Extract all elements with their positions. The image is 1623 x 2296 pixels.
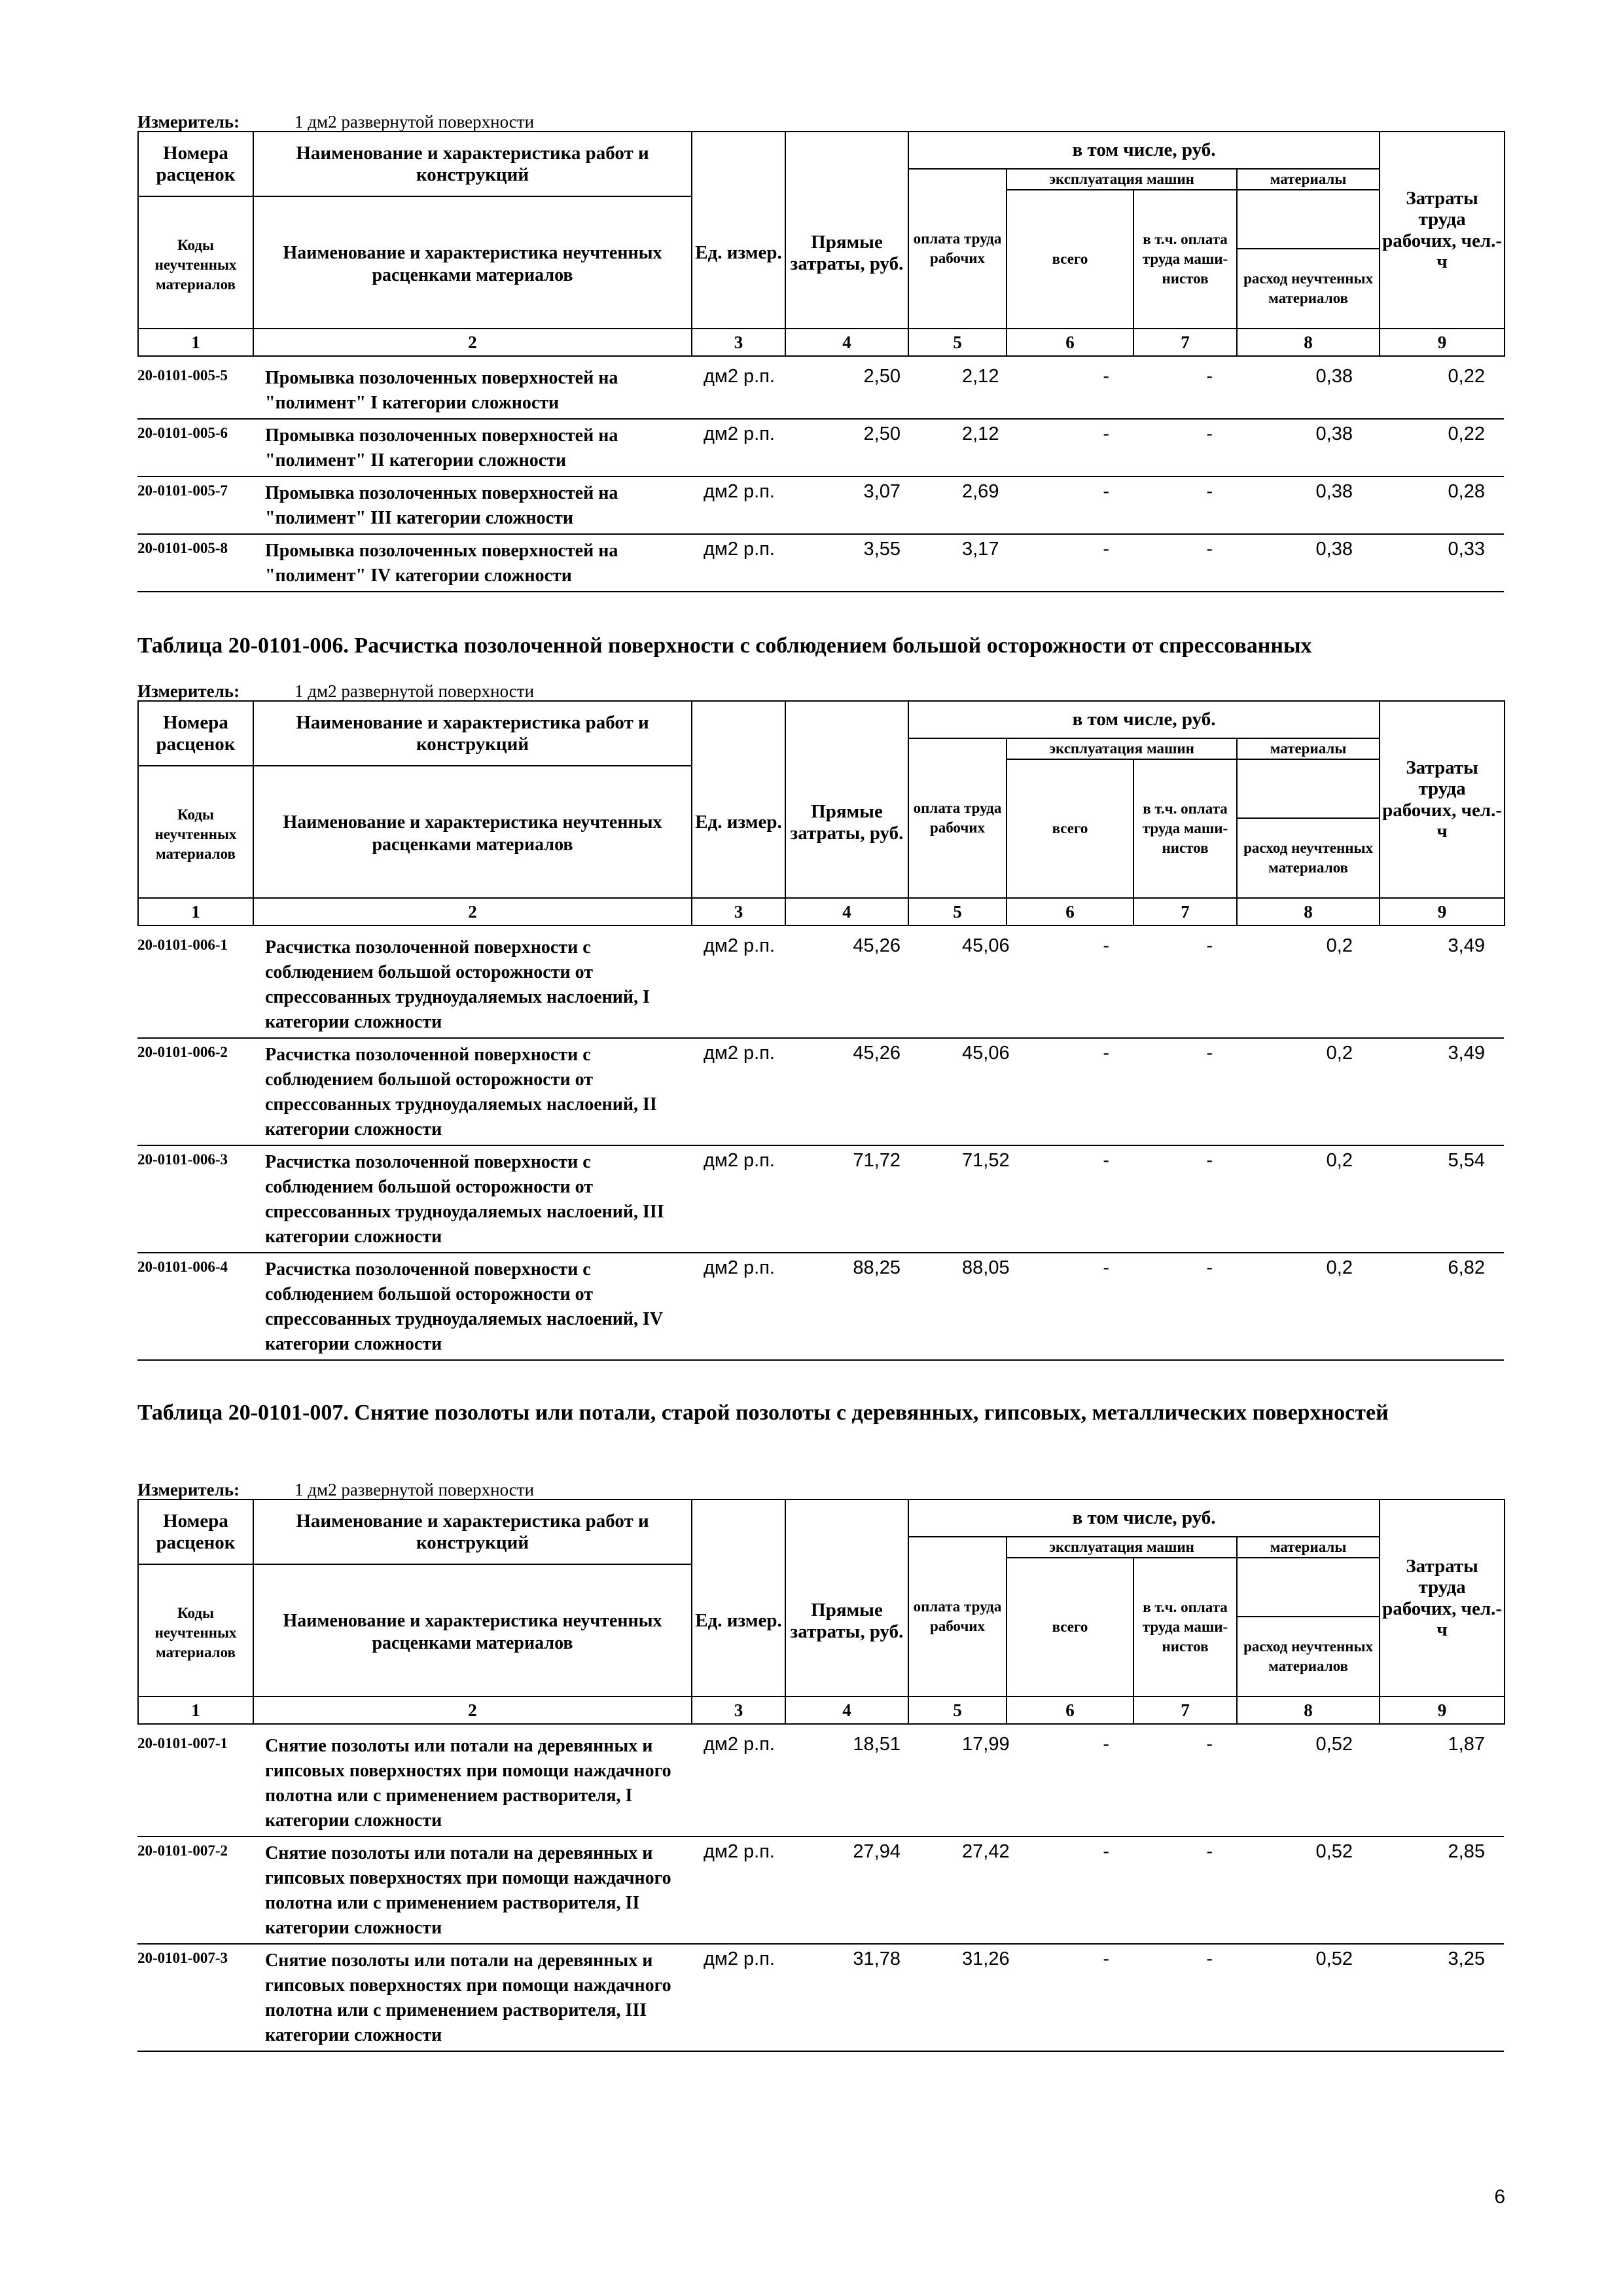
- rate-code: 20-0101-006-3: [137, 1151, 228, 1168]
- col-materials-header: материалы: [1237, 169, 1380, 190]
- col-codes-text: Коды неучтенных материалов: [154, 237, 237, 293]
- col-name-header: Наименование и характеристика работ и конструкций: [253, 1499, 692, 1564]
- direct-costs: 45,26: [853, 1043, 901, 1064]
- col-number: 8: [1237, 329, 1380, 356]
- labor-hours: 5,54: [1448, 1150, 1485, 1171]
- col-machine-operation-header: эксплуатация машин: [1007, 169, 1237, 190]
- table-row: [137, 1945, 1504, 2052]
- work-description: Расчистка позолоченной поверхности с соблюдением большой осторожности от спрессованных трудноудаляемых наслоений, IV категории сложности: [265, 1259, 663, 1354]
- labor-hours: 3,25: [1448, 1948, 1485, 1969]
- measure-line: [137, 105, 1504, 131]
- col-number: 4: [785, 898, 908, 925]
- table-005-section: [137, 105, 1504, 592]
- col-codes-text: Коды неучтенных материалов: [154, 806, 237, 862]
- labor-hours: 0,22: [1448, 423, 1485, 444]
- work-description: Расчистка позолоченной поверхности с соблюдением большой осторожности от спрессованных трудноудаляемых наслоений, I категории сложности: [265, 937, 650, 1032]
- unit: дм2 р.п.: [704, 1841, 775, 1862]
- labor-pay: 45,06: [962, 1043, 1010, 1064]
- rate-code: 20-0101-007-3: [137, 1950, 228, 1966]
- unit: дм2 р.п.: [704, 366, 775, 387]
- labor-hours: 0,33: [1448, 539, 1485, 560]
- work-description: Расчистка позолоченной поверхности с соблюдением большой осторожности от спрессованных трудноудаляемых наслоений, III категории сложности: [265, 1152, 664, 1247]
- measure-label: Измеритель:: [137, 112, 240, 132]
- table-row: [137, 1253, 1504, 1361]
- machines-total: -: [1103, 1948, 1109, 1969]
- table-rows: [137, 1725, 1504, 2052]
- table-row: [137, 1146, 1504, 1253]
- table-rows: [137, 926, 1504, 1361]
- rate-code: 20-0101-007-2: [137, 1842, 228, 1859]
- table-row: [137, 535, 1504, 592]
- col-number: 6: [1007, 329, 1133, 356]
- work-description: Промывка позолоченных поверхностей на "полимент" III категории сложности: [265, 483, 618, 528]
- col-machine-pay-header: в т.ч. оплата труда маши-нистов: [1133, 1558, 1237, 1696]
- labor-pay: 17,99: [962, 1734, 1010, 1755]
- col-codes-text: Коды неучтенных материалов: [154, 1605, 237, 1660]
- col-machine-pay-header: в т.ч. оплата труда маши-нистов: [1133, 759, 1237, 898]
- direct-costs: 2,50: [863, 366, 901, 387]
- materials-cost: 0,2: [1326, 1043, 1353, 1064]
- machines-total: -: [1103, 1841, 1109, 1862]
- col-numbers-header: Номера расценок: [138, 1499, 253, 1564]
- col-number: 7: [1133, 1696, 1237, 1724]
- direct-costs: 3,07: [863, 481, 901, 502]
- labor-pay: 71,52: [962, 1150, 1010, 1171]
- col-codes-header: [138, 1564, 253, 1696]
- machines-total: -: [1103, 1150, 1109, 1171]
- machinist-pay: -: [1206, 935, 1213, 956]
- col-unit-text: Ед. измер.: [695, 1610, 782, 1632]
- materials-empty-cell: [1237, 759, 1380, 818]
- col-number: 7: [1133, 898, 1237, 925]
- materials-empty-cell: [1237, 1558, 1380, 1617]
- table-row: [137, 477, 1504, 535]
- col-unaccounted-name-header: [253, 196, 692, 329]
- unit: дм2 р.п.: [704, 1257, 775, 1278]
- direct-costs: 27,94: [853, 1841, 901, 1862]
- labor-pay: 2,12: [962, 366, 999, 387]
- col-machine-operation-header: эксплуатация машин: [1007, 738, 1237, 759]
- machinist-pay: -: [1206, 481, 1213, 502]
- unit: дм2 р.п.: [704, 1734, 775, 1755]
- machines-total: -: [1103, 1734, 1109, 1755]
- table-title: Таблица 20-0101-006. Расчистка позолоченной поверхности с соблюдением большой осторожности от спрессованных: [137, 634, 1312, 658]
- labor-hours: 2,85: [1448, 1841, 1485, 1862]
- labor-hours: 0,22: [1448, 366, 1485, 387]
- header-grid: [137, 131, 1505, 357]
- direct-costs: 2,50: [863, 423, 901, 444]
- col-unit-header: [692, 132, 785, 329]
- measure-value: 1 дм2 развернутой поверхности: [294, 1480, 535, 1499]
- col-numbers-header: Номера расценок: [138, 701, 253, 766]
- col-materials-header: материалы: [1237, 738, 1380, 759]
- machinist-pay: -: [1206, 423, 1213, 444]
- col-labor-cost-header: Затраты труда рабочих, чел.-ч: [1380, 701, 1505, 898]
- col-number: 8: [1237, 898, 1380, 925]
- labor-pay: 3,17: [962, 539, 999, 560]
- table-row: [137, 1837, 1504, 1945]
- machinist-pay: -: [1206, 366, 1213, 387]
- direct-costs: 45,26: [853, 935, 901, 956]
- materials-cost: 0,52: [1315, 1948, 1353, 1969]
- labor-hours: 1,87: [1448, 1734, 1485, 1755]
- col-unaccounted-use-header: расход неучтенных материалов: [1237, 249, 1380, 329]
- materials-cost: 0,52: [1315, 1734, 1353, 1755]
- labor-hours: 3,49: [1448, 935, 1485, 956]
- machines-total: -: [1103, 423, 1109, 444]
- col-name-header: Наименование и характеристика работ и конструкций: [253, 132, 692, 196]
- rate-code: 20-0101-006-1: [137, 937, 228, 953]
- table-header: [137, 700, 1504, 926]
- col-number: 9: [1380, 898, 1505, 925]
- machinist-pay: -: [1206, 1734, 1213, 1755]
- labor-pay: 2,69: [962, 481, 999, 502]
- labor-pay: 2,12: [962, 423, 999, 444]
- col-codes-header: [138, 766, 253, 898]
- col-number: 7: [1133, 329, 1237, 356]
- col-unit-text: Ед. измер.: [695, 812, 782, 833]
- labor-pay: 45,06: [962, 935, 1010, 956]
- rate-code: 20-0101-005-6: [137, 425, 228, 441]
- col-number: 5: [908, 1696, 1007, 1724]
- labor-hours: 6,82: [1448, 1257, 1485, 1278]
- labor-pay: 27,42: [962, 1841, 1010, 1862]
- labor-pay: 31,26: [962, 1948, 1010, 1969]
- col-direct-text: Прямые затраты, руб.: [790, 232, 904, 274]
- unit: дм2 р.п.: [704, 1043, 775, 1064]
- col-labor-pay-header: оплата труда рабочих: [908, 1537, 1007, 1696]
- col-machine-total-header: всего: [1007, 1558, 1133, 1696]
- table-rows: [137, 357, 1504, 592]
- table-row: [137, 420, 1504, 477]
- machines-total: -: [1103, 481, 1109, 502]
- col-machine-total-header: всего: [1007, 759, 1133, 898]
- col-labor-pay-header: оплата труда рабочих: [908, 738, 1007, 898]
- col-number: 9: [1380, 1696, 1505, 1724]
- work-description: Снятие позолоты или потали на деревянных и гипсовых поверхностях при помощи наждачного полотна или с применением растворителя, III категории сложности: [265, 1950, 671, 2045]
- col-unaccounted-use-header: расход неучтенных материалов: [1237, 1617, 1380, 1696]
- unit: дм2 р.п.: [704, 423, 775, 444]
- labor-hours: 3,49: [1448, 1043, 1485, 1064]
- table-006-section: [137, 674, 1504, 1361]
- table-007-section: [137, 1473, 1504, 2052]
- col-number: 5: [908, 329, 1007, 356]
- rate-code: 20-0101-005-5: [137, 367, 228, 384]
- rate-code: 20-0101-007-1: [137, 1735, 228, 1751]
- rate-code: 20-0101-005-7: [137, 482, 228, 499]
- work-description: Промывка позолоченных поверхностей на "полимент" II категории сложности: [265, 425, 618, 471]
- machinist-pay: -: [1206, 539, 1213, 560]
- unit: дм2 р.п.: [704, 935, 775, 956]
- unit: дм2 р.п.: [704, 1150, 775, 1171]
- table-row: [137, 1039, 1504, 1146]
- col-number: 2: [253, 1696, 692, 1724]
- col-name-header: Наименование и характеристика работ и конструкций: [253, 701, 692, 766]
- col-materials-header: материалы: [1237, 1537, 1380, 1558]
- col-machine-pay-header: в т.ч. оплата труда маши-нистов: [1133, 190, 1237, 329]
- direct-costs: 31,78: [853, 1948, 901, 1969]
- col-unaccounted-name-text: Наименование и характеристика неучтенных расценками материалов: [283, 812, 662, 855]
- col-unit-header: [692, 1499, 785, 1696]
- materials-cost: 0,2: [1326, 1257, 1353, 1278]
- rate-code: 20-0101-006-4: [137, 1259, 228, 1275]
- col-machine-operation-header: эксплуатация машин: [1007, 1537, 1237, 1558]
- col-number: 9: [1380, 329, 1505, 356]
- table-title: Таблица 20-0101-007. Снятие позолоты или потали, старой позолоты с деревянных, гипсовых, металлических поверхностей: [137, 1401, 1389, 1425]
- col-direct-header: [785, 1499, 908, 1696]
- machinist-pay: -: [1206, 1841, 1213, 1862]
- machines-total: -: [1103, 935, 1109, 956]
- col-number: 1: [138, 1696, 253, 1724]
- table-header: [137, 1499, 1504, 1725]
- col-including-header: в том числе, руб.: [908, 132, 1380, 169]
- col-unaccounted-name-header: [253, 1564, 692, 1696]
- labor-hours: 0,28: [1448, 481, 1485, 502]
- machinist-pay: -: [1206, 1948, 1213, 1969]
- measure-line: [137, 1473, 1504, 1499]
- work-description: Снятие позолоты или потали на деревянных и гипсовых поверхностях при помощи наждачного полотна или с применением растворителя, II категории сложности: [265, 1843, 671, 1938]
- col-labor-cost-header: Затраты труда рабочих, чел.-ч: [1380, 1499, 1505, 1696]
- direct-costs: 88,25: [853, 1257, 901, 1278]
- machines-total: -: [1103, 366, 1109, 387]
- rate-code: 20-0101-006-2: [137, 1044, 228, 1060]
- col-number: 1: [138, 329, 253, 356]
- work-description: Промывка позолоченных поверхностей на "полимент" I категории сложности: [265, 368, 618, 413]
- col-codes-header: [138, 196, 253, 329]
- col-direct-text: Прямые затраты, руб.: [790, 801, 904, 844]
- col-numbers-header: Номера расценок: [138, 132, 253, 196]
- unit: дм2 р.п.: [704, 1948, 775, 1969]
- materials-empty-cell: [1237, 190, 1380, 249]
- col-labor-pay-header: оплата труда рабочих: [908, 169, 1007, 329]
- col-number: 3: [692, 898, 785, 925]
- direct-costs: 3,55: [863, 539, 901, 560]
- work-description: Промывка позолоченных поверхностей на "полимент" IV категории сложности: [265, 541, 618, 586]
- col-unaccounted-name-header: [253, 766, 692, 898]
- header-grid: [137, 1499, 1505, 1725]
- machines-total: -: [1103, 1043, 1109, 1064]
- col-number: 2: [253, 898, 692, 925]
- work-description: Снятие позолоты или потали на деревянных и гипсовых поверхностях при помощи наждачного полотна или с применением растворителя, I категории сложности: [265, 1736, 671, 1831]
- measure-label: Измеритель:: [137, 1480, 240, 1499]
- col-machine-total-header: всего: [1007, 190, 1133, 329]
- col-direct-header: [785, 132, 908, 329]
- col-number: 3: [692, 329, 785, 356]
- measure-label: Измеритель:: [137, 681, 240, 701]
- header-grid: [137, 700, 1505, 926]
- measure-value: 1 дм2 развернутой поверхности: [294, 112, 535, 132]
- col-number: 4: [785, 1696, 908, 1724]
- col-unit-header: [692, 701, 785, 898]
- col-labor-cost-header: Затраты труда рабочих, чел.-ч: [1380, 132, 1505, 329]
- materials-cost: 0,38: [1315, 539, 1353, 560]
- table-row: [137, 1725, 1504, 1837]
- machinist-pay: -: [1206, 1150, 1213, 1171]
- table-row: [137, 357, 1504, 420]
- col-number: 3: [692, 1696, 785, 1724]
- materials-cost: 0,38: [1315, 423, 1353, 444]
- machinist-pay: -: [1206, 1257, 1213, 1278]
- col-including-header: в том числе, руб.: [908, 701, 1380, 738]
- unit: дм2 р.п.: [704, 481, 775, 502]
- col-unit-text: Ед. измер.: [695, 242, 782, 264]
- unit: дм2 р.п.: [704, 539, 775, 560]
- measure-value: 1 дм2 развернутой поверхности: [294, 681, 535, 701]
- table-header: [137, 131, 1504, 357]
- materials-cost: 0,52: [1315, 1841, 1353, 1862]
- col-direct-header: [785, 701, 908, 898]
- col-number: 8: [1237, 1696, 1380, 1724]
- col-number: 1: [138, 898, 253, 925]
- col-including-header: в том числе, руб.: [908, 1499, 1380, 1537]
- rate-code: 20-0101-005-8: [137, 540, 228, 556]
- col-number: 6: [1007, 898, 1133, 925]
- labor-pay: 88,05: [962, 1257, 1010, 1278]
- materials-cost: 0,38: [1315, 366, 1353, 387]
- page-number: 6: [1494, 2186, 1505, 2208]
- col-unaccounted-name-text: Наименование и характеристика неучтенных расценками материалов: [283, 1611, 662, 1653]
- materials-cost: 0,2: [1326, 935, 1353, 956]
- materials-cost: 0,38: [1315, 481, 1353, 502]
- col-unaccounted-use-header: расход неучтенных материалов: [1237, 818, 1380, 898]
- machines-total: -: [1103, 1257, 1109, 1278]
- direct-costs: 71,72: [853, 1150, 901, 1171]
- work-description: Расчистка позолоченной поверхности с соблюдением большой осторожности от спрессованных трудноудаляемых наслоений, II категории сложности: [265, 1045, 657, 1139]
- machines-total: -: [1103, 539, 1109, 560]
- machinist-pay: -: [1206, 1043, 1213, 1064]
- col-number: 4: [785, 329, 908, 356]
- col-number: 6: [1007, 1696, 1133, 1724]
- measure-line: [137, 674, 1504, 700]
- materials-cost: 0,2: [1326, 1150, 1353, 1171]
- col-unaccounted-name-text: Наименование и характеристика неучтенных расценками материалов: [283, 243, 662, 285]
- col-number: 5: [908, 898, 1007, 925]
- col-direct-text: Прямые затраты, руб.: [790, 1600, 904, 1642]
- table-row: [137, 926, 1504, 1039]
- col-number: 2: [253, 329, 692, 356]
- direct-costs: 18,51: [853, 1734, 901, 1755]
